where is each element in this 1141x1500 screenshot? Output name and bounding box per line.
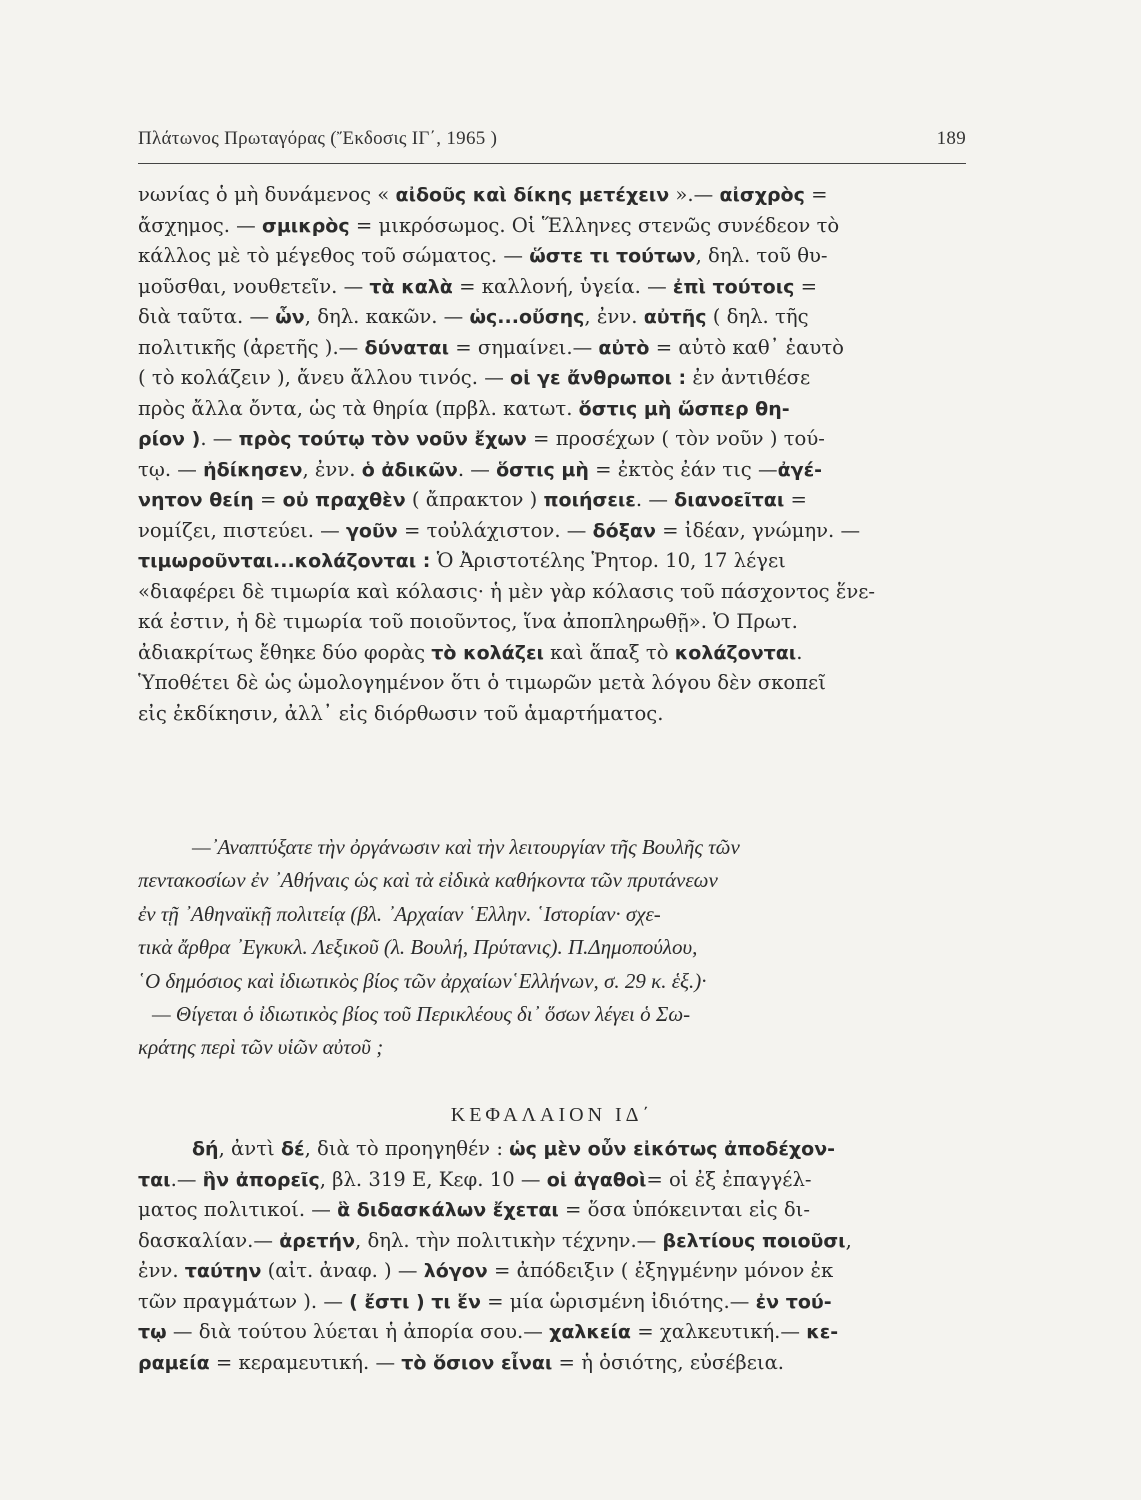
gloss-text: = ἡ ὁσιότης, εὐσέβεια.: [552, 1350, 785, 1374]
gloss-text: = ὅσα ὑπόκεινται εἰς δι-: [558, 1198, 810, 1221]
lemma: ρίον ): [138, 428, 201, 450]
text-line: [138, 1317, 966, 1348]
gloss-text: = προσέχων ( τὸν νοῦν ) τού-: [526, 427, 825, 450]
lemma: δόξαν: [592, 519, 656, 542]
lemma: νητον θείη: [138, 489, 254, 511]
page-number: 189: [936, 128, 966, 149]
gloss-text: =: [804, 183, 828, 206]
question-line: —᾽Αναπτύξατε τὴν ὀργάνωσιν καὶ τὴν λειτουργίαν τῆς Βουλῆς τῶν: [192, 835, 740, 859]
gloss-text: ».—: [669, 183, 720, 206]
gloss-text: = σημαίνει.—: [448, 335, 599, 359]
lemma: ἐν τού-: [755, 1290, 832, 1313]
gloss-text: =: [253, 488, 283, 511]
gloss-text: = μικρόσωμος. Οἱ Ἕλληνες στενῶς συνέδεον τὸ: [349, 213, 840, 237]
study-questions: [138, 831, 966, 1065]
gloss-text: μοῦσθαι, νουθετεῖν. —: [138, 274, 370, 298]
gloss-text: . —: [457, 457, 497, 481]
text-line: [138, 1195, 966, 1226]
lemma: ταύτην: [184, 1260, 262, 1282]
gloss-text: , ἐνν.: [584, 305, 644, 328]
gloss-text: , δηλ. τοῦ θυ-: [695, 244, 828, 267]
gloss-text: ἄσχημος. —: [138, 213, 263, 237]
lemma: ὥστε τι τούτων: [529, 245, 696, 267]
gloss-text: , ἀντὶ: [218, 1137, 281, 1160]
lemma: τῳ: [138, 1321, 167, 1343]
gloss-text: ( ἄπρακτον ): [405, 488, 544, 511]
gloss-text: =: [794, 274, 818, 298]
question-line: κράτης περὶ τῶν υἱῶν αὐτοῦ ;: [138, 1035, 384, 1060]
lemma: ἐπὶ τούτοις: [672, 275, 795, 298]
lemma: αὐτῆς: [643, 306, 707, 328]
running-header: [138, 128, 966, 150]
gloss-text: = οἱ ἐξ ἐπαγγέλ-: [646, 1167, 812, 1191]
lemma: ραμεία: [138, 1351, 210, 1374]
gloss-text: , διὰ τὸ προηγηθέν :: [304, 1137, 510, 1160]
gloss-text: = ἐκτὸς ἐάν τις —: [588, 457, 778, 481]
lemma: ὁ ἀδικῶν: [361, 458, 458, 481]
lemma: δύναται: [364, 336, 449, 359]
gloss-text: πολιτικῆς (ἀρετῆς ).—: [138, 335, 365, 359]
lemma: κολάζονται: [674, 641, 797, 664]
text-line: [138, 455, 966, 486]
text-line: [138, 607, 966, 638]
gloss-text: — διὰ τούτου λύεται ἡ ἀπορία σου.—: [166, 1320, 550, 1343]
gloss-text: = καλλονή, ὑγεία. —: [452, 274, 673, 298]
lemma: δέ: [280, 1138, 305, 1160]
lemma: τὸ κολάζει: [431, 641, 544, 664]
gloss-text: τῳ. —: [138, 457, 204, 481]
gloss-text: καὶ ἅπαξ τὸ: [543, 640, 675, 664]
text-line: [138, 1256, 966, 1287]
lemma: ὧν: [275, 306, 305, 328]
lemma: ( ἔστι ) τι ἕν: [349, 1290, 481, 1313]
gloss-text: . —: [635, 488, 675, 511]
gloss-text: κάλλος μὲ τὸ μέγεθος τοῦ σώματος. —: [138, 244, 530, 267]
text-line: [138, 1165, 966, 1196]
gloss-text: ,: [845, 1228, 852, 1252]
lemma: ὡς...οὔσης: [469, 306, 585, 328]
text-line: [138, 1226, 966, 1257]
text-line: [138, 363, 966, 394]
chapter-heading: ΚΕΦΑΛΑΙΟΝ ΙΔ΄: [450, 1104, 654, 1126]
lemma: οὐ πραχθὲν: [282, 489, 406, 511]
gloss-text: δασκαλίαν.—: [138, 1228, 280, 1252]
question-line: ἐν τῇ ᾽Αθηναϊκῇ πολιτείᾳ (βλ. ᾽Αρχαίαν ῾Ελλην. ῾Ιστορίαν· σχε-: [138, 901, 661, 926]
text-line: [138, 699, 966, 730]
gloss-text: ( τὸ κολάζειν ), ἄνευ ἄλλου τινός. —: [138, 366, 511, 389]
commentary-block: [138, 180, 966, 729]
lemma: αὐτὸ: [598, 336, 650, 359]
lemma: διανοεῖται: [674, 489, 785, 511]
lemma: ὅστις μὴ: [496, 458, 589, 481]
question-line: ῾Ο δημόσιος καὶ ἰδιωτικὸς βίος τῶν ἀρχαίων῾Ελλήνων, σ. 29 κ. ἑξ.)·: [138, 968, 707, 993]
gloss-text: = τοὐλάχιστον. —: [397, 518, 593, 542]
text-line: [138, 1287, 966, 1318]
question-line: πεντακοσίων ἐν ᾽Αθήναις ὡς καὶ τὰ εἰδικὰ καθήκοντα τῶν πρυτάνεων: [138, 868, 718, 893]
gloss-text: , ἐνν.: [302, 457, 362, 481]
gloss-text: διὰ ταῦτα. —: [138, 305, 276, 328]
lemma: κε-: [806, 1321, 839, 1343]
gloss-text: Ὁ Ἀριστοτέλης Ῥητορ. 10, 17 λέγει: [430, 549, 786, 572]
lemma: τιμωροῦνται...κολάζονται :: [138, 550, 431, 572]
lemma: δή: [192, 1138, 219, 1160]
gloss-text: = ἀπόδειξιν ( ἐξηγμένην μόνον ἐκ: [487, 1259, 834, 1282]
text-line: [138, 211, 966, 242]
gloss-text: Ὑποθέτει δὲ ὡς ὡμολογημένον ὅτι ὁ τιμωρῶν μετὰ λόγου δὲν σκοπεῖ: [138, 671, 826, 694]
lemma: σμικρὸς: [262, 214, 350, 237]
lemma: ποιήσειε: [543, 489, 636, 511]
gloss-text: τῶν πραγμάτων ). —: [138, 1289, 350, 1313]
text-line: [138, 668, 966, 699]
gloss-text: = χαλκευτική.—: [630, 1320, 807, 1343]
text-line: [138, 485, 966, 516]
gloss-text: , βλ. 319 Ε, Κεφ. 10 —: [319, 1167, 547, 1191]
lemma: λόγον: [423, 1260, 488, 1282]
lemma: ἀρετήν: [279, 1229, 356, 1252]
lemma: γοῦν: [345, 519, 398, 542]
gloss-text: νωνίας ὁ μὴ δυνάμενος «: [138, 183, 396, 206]
text-line: [138, 272, 966, 303]
lemma: ἀγέ-: [777, 458, 823, 481]
lemma: οἱ γε ἄνθρωποι :: [510, 367, 687, 389]
question-line: τικὰ ἄρθρα ᾽Εγκυκλ. Λεξικοῦ (λ. Βουλή, Πρύτανις). Π.Δημοπούλου,: [138, 935, 698, 960]
gloss-text: , δηλ. κακῶν. —: [304, 305, 470, 328]
gloss-text: πρὸς ἄλλα ὄντα, ὡς τὰ θηρία (πρβλ. κατωτ.: [138, 396, 579, 420]
lemma: αἰσχρὸς: [719, 184, 805, 206]
gloss-text: = αὐτὸ καθ᾽ ἑαυτὸ: [649, 335, 844, 359]
lemma: αἰδοῦς καὶ δίκης μετέχειν: [395, 184, 670, 206]
lemma: ἃ διδασκάλων ἔχεται: [337, 1199, 559, 1221]
header-rule: [138, 163, 966, 164]
header-title: Πλάτωνος Πρωταγόρας (Ἔκδοσις ΙΓ΄, 1965 ): [138, 128, 498, 149]
text-line: [138, 302, 966, 333]
text-line: [138, 1348, 966, 1379]
gloss-text: = μία ὡρισμένη ἰδιότης.—: [480, 1289, 756, 1313]
lemma: τὰ καλὰ: [369, 275, 453, 298]
gloss-text: ἐνν.: [138, 1259, 185, 1282]
lemma: πρὸς τούτῳ τὸν νοῦν ἔχων: [238, 428, 527, 450]
gloss-text: , δηλ. τὴν πολιτικὴν τέχνην.—: [355, 1228, 663, 1252]
gloss-text: «διαφέρει δὲ τιμωρία καὶ κόλασις· ἡ μὲν γὰρ κόλασις τοῦ πάσχοντος ἕνε-: [138, 579, 876, 603]
lemma: ὅστις μὴ ὥσπερ θη-: [578, 397, 790, 420]
lemma: ὡς μὲν οὖν εἰκότως ἀποδέχον-: [509, 1138, 836, 1160]
gloss-text: κά ἐστιν, ἡ δὲ τιμωρία τοῦ ποιοῦντος, ἵνα ἀποπληρωθῇ». Ὁ Πρωτ.: [138, 610, 798, 633]
lemma: ἣν ἀπορεῖς: [202, 1168, 320, 1191]
text-line: [138, 1134, 966, 1165]
question-line: — Θίγεται ὁ ἰδιωτικὸς βίος τοῦ Περικλέους δι᾽ ὅσων λέγει ὁ Σω-: [152, 1001, 691, 1026]
text-line: [138, 180, 966, 211]
gloss-text: ἀδιακρίτως ἔθηκε δύο φορὰς: [138, 640, 432, 664]
gloss-text: ματος πολιτικοί. —: [138, 1198, 338, 1221]
text-line: [138, 333, 966, 364]
lemma: βελτίους ποιοῦσι: [662, 1229, 846, 1252]
gloss-text: .: [796, 640, 803, 664]
gloss-text: . —: [200, 427, 239, 450]
gloss-text: = ἰδέαν, γνώμην. —: [655, 518, 861, 542]
text-line: [138, 241, 966, 272]
gloss-text: .—: [170, 1167, 203, 1191]
gloss-text: ( δηλ. τῆς: [706, 305, 809, 328]
gloss-text: =: [784, 488, 807, 511]
gloss-text: νομίζει, πιστεύει. —: [138, 518, 346, 542]
gloss-text: = κεραμευτική. —: [209, 1350, 402, 1374]
lemma: ται: [138, 1168, 171, 1191]
text-line: [138, 577, 966, 608]
text-line: [138, 516, 966, 547]
gloss-text: εἰς ἐκδίκησιν, ἀλλ᾽ εἰς διόρθωσιν τοῦ ἁμαρτήματος.: [138, 701, 664, 725]
text-line: [138, 638, 966, 669]
lemma: οἱ ἀγαθοὶ: [546, 1168, 647, 1191]
lemma: ἠδίκησεν: [203, 458, 303, 481]
text-line: [138, 424, 966, 455]
chapter-commentary-block: [138, 1134, 966, 1378]
gloss-text: ἐν ἀντιθέσε: [686, 366, 811, 389]
text-line: [138, 394, 966, 425]
text-line: [138, 546, 966, 577]
gloss-text: (αἰτ. ἀναφ. ) —: [261, 1259, 424, 1282]
lemma: τὸ ὅσιον εἶναι: [401, 1351, 553, 1374]
lemma: χαλκεία: [549, 1321, 631, 1343]
